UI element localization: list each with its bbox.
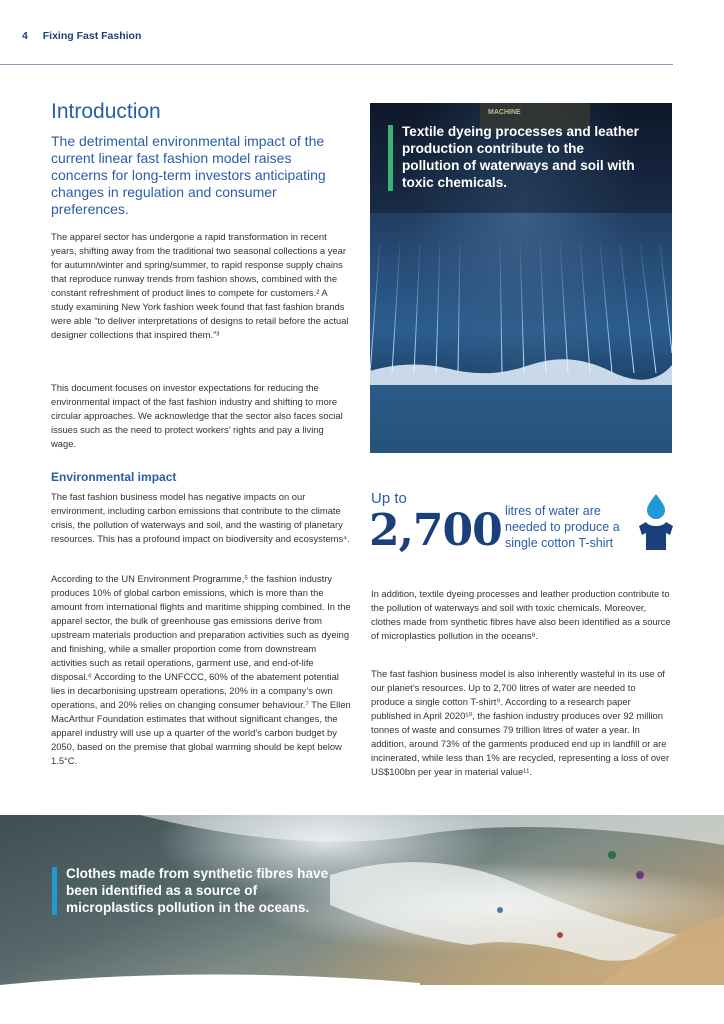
env-heading: Environmental impact xyxy=(51,470,177,484)
page-header xyxy=(22,30,141,42)
env-paragraph-2: According to the UN Environment Programme,⁵ the fashion industry produces 10% of global carbon emissions, which is more than the amount from international flights and maritime shipping combined. In the apparel sector, the bulk of greenhouse gas emissions derive from upstream materials production and preparation activities such as dyeing and finishing, while a smaller proportion come from downstream activities such as retail operations, garment use, and end-of-life disposal.⁶ According to the UNFCCC, 60% of the abatement potential lies in decarbonising upstream operations, 20% in a company’s own operations, and 20% relies on changing consumer behaviour.⁷ The Ellen MacArthur Foundation estimates that without significant changes, the apparel industry will use up a quarter of the world’s carbon budget by 2050, based on the premise that global warming should be kept below 1.5°C. xyxy=(51,573,351,766)
callout-text: Clothes made from synthetic fibres have been identified as a source of microplastics pollution in the oceans. xyxy=(66,866,329,915)
intro-lead: The detrimental environmental impact of the current linear fast fashion model raises concerns for long-term investors anticipating changes in regulation and consumer preferences. xyxy=(51,133,326,217)
stat-number: 2,700 xyxy=(369,505,502,556)
intro-paragraph-2: This document focuses on investor expectations for reducing the environmental impact of the fast fashion industry and shifting to more circular approaches. We acknowledge that the sector also faces social issues such as the need to protect workers’ rights and pay a living wage. xyxy=(51,382,343,449)
callout-accent-bar xyxy=(52,867,57,915)
document-title: Fixing Fast Fashion xyxy=(42,30,142,42)
stat-text: litres of water are needed to produce a single cotton T-shirt xyxy=(505,504,620,550)
ocean-shore-photo xyxy=(0,815,724,985)
photo-callout-microplastics xyxy=(52,865,336,916)
page-number: 4 xyxy=(22,30,28,42)
env-paragraph-1: The fast fashion business model has negative impacts on our environment, including carbon emissions that contribute to the climate crisis, the pollution of waterways and soil, and the wasting of planetary resources. This has a profound impact on biodiversity and ecosystems⁴. xyxy=(51,491,350,544)
water-tshirt-icon xyxy=(636,492,676,552)
intro-heading: Introduction xyxy=(51,100,161,123)
textile-machine-photo xyxy=(370,103,672,453)
photo-callout-textile xyxy=(388,123,642,191)
callout-text: Textile dyeing processes and leather production contribute to the pollution of waterways and soil with toxic chemicals. xyxy=(402,124,639,190)
stat-prefix: Up to xyxy=(371,490,407,507)
intro-paragraph-1: The apparel sector has undergone a rapid transformation in recent years, shifting away from the traditional two seasonal collections a year for autumn/winter and spring/summer, to rapid response supply chains that reproduce runway trends from fashion shows, combined with the constant refreshment of product lines to compete for customers.² A study examining New York fashion week found that fast fashion brands were able “to deliver interpretations of designs to retail before the actual designer collections that inspired them.”³ xyxy=(51,231,349,340)
right-paragraph-2: The fast fashion business model is also inherently wasteful in its use of our planet’s resources. Up to 2,700 litres of water are needed to produce a single cotton T-shirt⁹. According to a research paper published in April 2020¹⁰, the fashion industry produces over 92 million tonnes of waste and consumes 79 trillion litres of water a year. In addition, around 73% of the garments produced end up in landfill or are incinerated, while less than 1% are recycled, representing a loss of over US$100bn per year in material value¹¹. xyxy=(371,668,670,777)
machine-sign: MACHINE xyxy=(488,109,521,116)
header-divider xyxy=(0,64,673,65)
right-paragraph-1: In addition, textile dyeing processes and leather production contribute to the pollution of waterways and soil with toxic chemicals. Moreover, clothes made from synthetic fibres have also been identified as a source of microplastics pollution in the oceans⁸. xyxy=(371,588,671,641)
callout-accent-bar xyxy=(388,125,393,191)
